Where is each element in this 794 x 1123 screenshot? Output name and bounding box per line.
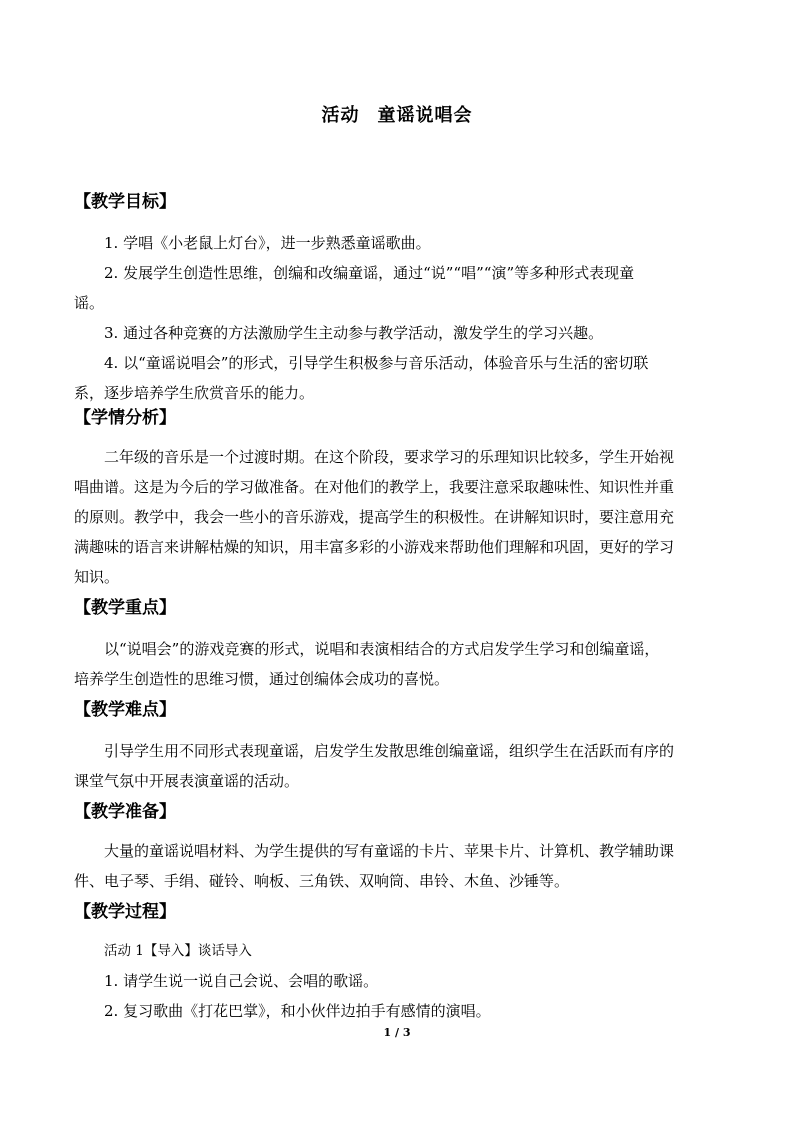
goal-item-4: 4. 以“童谣说唱会”的形式，引导学生积极参与音乐活动，体验音乐与生活的密切联 bbox=[104, 354, 649, 372]
section-heading-analysis: 【学情分析】 bbox=[74, 408, 176, 428]
page-number: 1 / 3 bbox=[383, 1026, 411, 1039]
section-heading-key-points: 【教学重点】 bbox=[74, 598, 176, 618]
preparation-paragraph: 大量的童谣说唱材料、为学生提供的写有童谣的卡片、苹果卡片、计算机、教学辅助课 件、电子琴、手绢、碰铃、响板、三角铁、双响筒、串铃、木鱼、沙锤等。 bbox=[74, 842, 675, 890]
process-list bbox=[74, 936, 722, 1026]
goal-item-2-cont: 谣。 bbox=[74, 294, 105, 312]
goal-item-3: 3. 通过各种竞赛的方法激励学生主动参与教学活动，激发学生的学习兴趣。 bbox=[104, 324, 604, 342]
goals-list bbox=[74, 228, 722, 408]
document-title bbox=[0, 104, 794, 128]
title-part-2: 童谣说唱会 bbox=[377, 105, 473, 126]
section-heading-preparation: 【教学准备】 bbox=[74, 802, 176, 822]
activity-label: 活动 1【导入】谈话导入 bbox=[104, 943, 252, 959]
key-points-paragraph: 以“说唱会”的游戏竞赛的形式，说唱和表演相结合的方式启发学生学习和创编童谣， 培养学生创造性的思维习惯，通过创编体会成功的喜悦。 bbox=[74, 640, 660, 688]
process-item-2: 2. 复习歌曲《打花巴掌》，和小伙伴边拍手有感情的演唱。 bbox=[104, 1002, 491, 1020]
section-heading-process: 【教学过程】 bbox=[74, 902, 176, 922]
section-heading-difficulties: 【教学难点】 bbox=[74, 700, 176, 720]
title-part-1: 活动 bbox=[321, 105, 360, 126]
section-heading-goals: 【教学目标】 bbox=[74, 192, 176, 212]
analysis-paragraph: 二年级的音乐是一个过渡时期。在这个阶段，要求学习的乐理知识比较多，学生开始视 唱曲谱。这是为今后的学习做准备。在对他们的教学上，我要注意采取趣味性、知识性并重 的原则。教学中，我会一些小的音乐游戏，提高学生的积极性。在讲解知识时，要注意用充 满趣味的语言来讲解枯燥的知识，用丰富多彩的小游戏来帮助他们理解和巩固，更好的学习 知识。 bbox=[74, 448, 675, 586]
goal-item-1: 1. 学唱《小老鼠上灯台》，进一步熟悉童谣歌曲。 bbox=[104, 234, 431, 252]
difficulties-paragraph: 引导学生用不同形式表现童谣，启发学生发散思维创编童谣，组织学生在活跃而有序的 课堂气氛中开展表演童谣的活动。 bbox=[74, 742, 675, 790]
goal-item-2: 2. 发展学生创造性思维，创编和改编童谣，通过“说”“唱”“演”等多种形式表现童 bbox=[104, 264, 635, 282]
process-item-1: 1. 请学生说一说自己会说、会唱的歌谣。 bbox=[104, 972, 379, 990]
goal-item-4-cont: 系，逐步培养学生欣赏音乐的能力。 bbox=[74, 384, 315, 402]
